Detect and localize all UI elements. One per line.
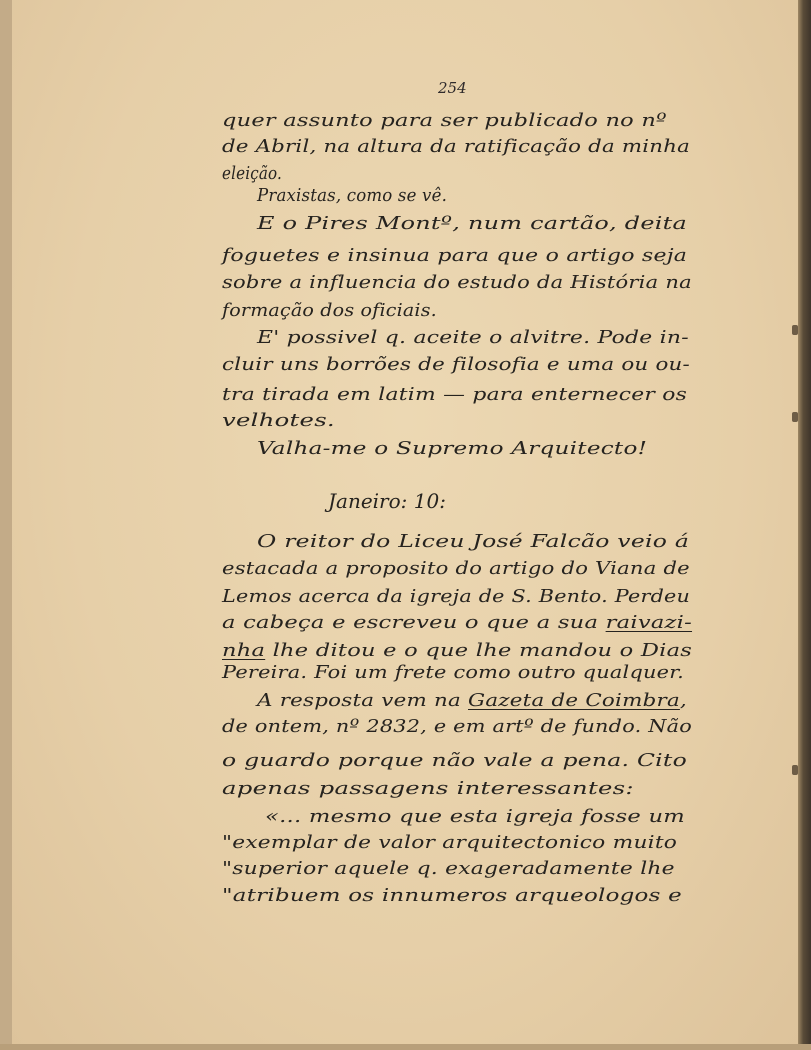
text-segment: raivazi- — [605, 612, 693, 633]
text-line — [222, 245, 687, 266]
text-segment: cluir uns borrões de filosofia e uma ou ou- — [222, 354, 691, 375]
text-segment: eleição. — [222, 163, 282, 184]
binding-hole — [792, 765, 798, 775]
text-segment: estacada a proposito do artigo do Viana de — [222, 558, 690, 579]
text-line — [222, 136, 690, 157]
text-segment: apenas passagens interessantes: — [222, 778, 634, 799]
text-segment: nha — [222, 640, 266, 661]
binding-hole — [792, 325, 798, 335]
text-segment: o guardo porque não vale a pena. Cito — [222, 750, 687, 771]
text-line — [257, 531, 689, 552]
text-line — [222, 410, 335, 431]
text-segment: O reitor do Liceu José Falcão veio á — [257, 531, 690, 552]
text-line — [257, 185, 447, 206]
text-segment: "atribuem os innumeros arqueologos e — [222, 885, 682, 906]
text-segment: E' possivel q. aceite o alvitre. Pode in- — [257, 327, 689, 348]
text-segment: velhotes. — [222, 410, 335, 431]
text-segment: de Abril, na altura da ratificação da minha — [222, 136, 691, 157]
text-segment: Lemos acerca da igreja de S. Bento. Perdeu — [222, 586, 691, 607]
text-line — [222, 716, 692, 737]
text-line — [222, 640, 692, 661]
text-line — [222, 558, 690, 579]
date-heading: Janeiro: 10: — [328, 489, 446, 513]
text-line — [222, 272, 692, 293]
text-segment: , — [679, 690, 687, 711]
text-segment: quer assunto para ser publicado no nº — [222, 110, 667, 131]
text-line — [257, 213, 687, 234]
page-number: 254 — [438, 79, 467, 97]
text-segment: E o Pires Montº, num cartão, deita — [257, 213, 688, 234]
text-line — [222, 778, 634, 799]
text-line — [257, 690, 687, 711]
text-segment: "superior aquele q. exageradamente lhe — [222, 858, 675, 879]
text-segment: Gazeta de Coimbra — [468, 690, 680, 711]
text-line — [222, 110, 667, 131]
text-segment: a cabeça e escreveu o que a sua — [222, 612, 606, 633]
text-line — [222, 662, 684, 683]
text-segment: "exemplar de valor arquitectonico muito — [222, 832, 678, 853]
text-line — [257, 438, 647, 459]
text-segment: lhe ditou e o que lhe mandou o Dias — [265, 640, 693, 661]
text-segment: Pereira. Foi um frete como outro qualquer. — [222, 662, 685, 683]
text-segment: formação dos oficiais. — [222, 300, 437, 321]
text-segment: «... mesmo que esta igreja fosse um — [265, 806, 686, 827]
text-line — [222, 832, 677, 853]
text-line — [222, 384, 687, 405]
text-line — [222, 612, 692, 633]
binding-hole — [792, 412, 798, 422]
text-line — [222, 885, 682, 906]
text-segment: tra tirada em latim — para enternecer os — [222, 384, 688, 405]
text-segment: A resposta vem na — [257, 690, 469, 711]
text-line — [222, 300, 437, 321]
text-line — [222, 858, 675, 879]
text-line — [222, 586, 690, 607]
text-line — [222, 163, 282, 184]
text-segment: foguetes e insinua para que o artigo seja — [222, 245, 688, 266]
text-line — [222, 354, 690, 375]
text-segment: sobre a influencia do estudo da História na — [222, 272, 692, 293]
text-line — [265, 806, 685, 827]
text-segment: Praxistas, como se vê. — [257, 185, 448, 206]
text-segment: Valha-me o Supremo Arquitecto! — [257, 438, 648, 459]
text-line — [222, 750, 687, 771]
page-bottom-edge — [0, 1044, 811, 1050]
text-segment: de ontem, nº 2832, e em artº de fundo. Não — [222, 716, 693, 737]
notebook-binding — [798, 0, 811, 1050]
text-line — [257, 327, 689, 348]
